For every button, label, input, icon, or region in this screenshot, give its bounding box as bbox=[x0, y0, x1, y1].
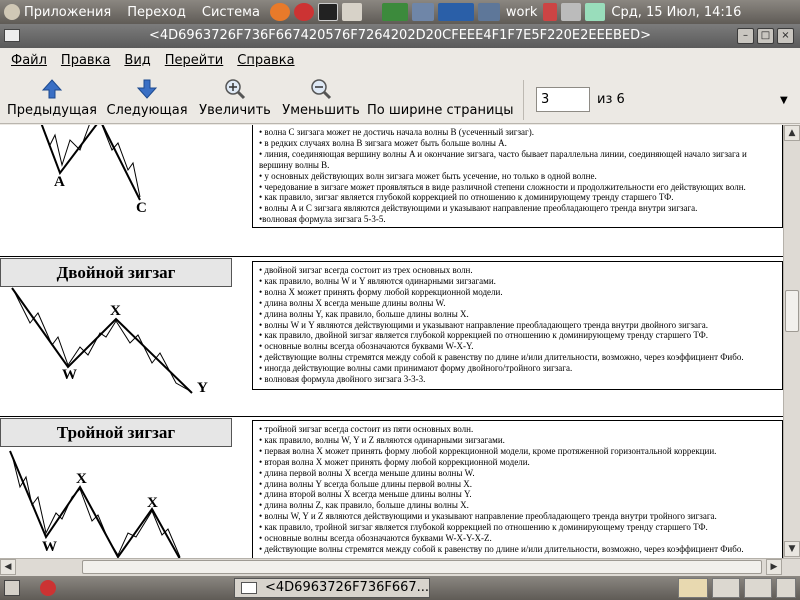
workspace-preview-icon[interactable] bbox=[678, 578, 708, 598]
list-item: • длина первой волны X всегда меньше длины волны W. bbox=[259, 467, 475, 478]
horizontal-scrollbar[interactable] bbox=[0, 558, 800, 576]
menu-go[interactable]: Перейти bbox=[164, 52, 224, 68]
zigzag-diagram bbox=[0, 125, 250, 255]
list-item: вершину волны B. bbox=[259, 159, 330, 170]
double-zigzag-diagram bbox=[0, 285, 250, 400]
menu-bar bbox=[0, 48, 800, 72]
menu-view[interactable]: Вид bbox=[124, 52, 151, 68]
wave-label-a: A bbox=[54, 174, 65, 190]
vertical-scrollbar[interactable] bbox=[783, 125, 800, 558]
cpu-graph-icon bbox=[438, 3, 474, 21]
list-item: • волна X может принять форму любой коррекционной модели. bbox=[259, 286, 503, 297]
section-divider bbox=[0, 256, 783, 257]
list-item: • двойной зигзаг всегда состоит из трех основных волн. bbox=[259, 265, 473, 275]
triple-zigzag-rules bbox=[252, 420, 783, 558]
zoom-in-icon bbox=[224, 78, 246, 100]
workspace-name[interactable]: work bbox=[505, 4, 538, 20]
double-zigzag-heading: Двойной зигзаг bbox=[0, 258, 232, 287]
arrow-down-icon bbox=[136, 78, 158, 100]
previous-page-button[interactable] bbox=[6, 78, 98, 118]
toolbar bbox=[0, 72, 800, 124]
list-item: • основные волны всегда обозначаются буквами W-X-Y. bbox=[259, 341, 474, 352]
workspace-2-icon[interactable] bbox=[712, 578, 740, 598]
list-item: • длина второй волны X всегда меньше длины волны Y. bbox=[259, 489, 472, 500]
minimize-icon[interactable]: – bbox=[737, 28, 754, 44]
places-menu[interactable]: Переход bbox=[127, 4, 186, 20]
list-item: • волны W и Y являются действующими и указывают направление преобладающего тренда внутри двойного зигзага. bbox=[259, 319, 708, 330]
list-item: • иногда действующие волны сами принимают форму двойного/тройного зигзага. bbox=[259, 363, 573, 374]
scroll-down-icon[interactable]: ▼ bbox=[784, 541, 800, 557]
trash-icon[interactable] bbox=[776, 578, 796, 598]
opera-icon[interactable] bbox=[294, 3, 314, 21]
list-item: • как правило, двойной зигзаг является глубокой коррекцией по отношению к доминирующему тренду старшего ТФ. bbox=[259, 330, 709, 341]
list-item: • действующие волны стремятся между собой к равенству по длине и/или длительности, возможно, через коэффициент Фибо. bbox=[259, 352, 744, 363]
list-item: •волновая формула зигзага 5-3-5. bbox=[259, 214, 386, 225]
list-item: • в редких случаях волна B зигзага может быть больше волны A. bbox=[259, 137, 507, 148]
scroll-right-icon[interactable]: ▶ bbox=[766, 559, 782, 575]
previous-page-label: Предыдущая bbox=[7, 103, 97, 118]
wave-label-x: X bbox=[110, 303, 121, 319]
double-zigzag-rules bbox=[252, 261, 783, 390]
next-page-button[interactable] bbox=[106, 78, 188, 118]
window-title: <4D6963726F736F667420576F7264202D20CFEEE4F1F7E5F220E2EEEBED> bbox=[148, 28, 652, 43]
system-monitor-icon[interactable] bbox=[382, 3, 408, 21]
triple-zigzag-heading: Тройной зигзаг bbox=[0, 418, 232, 447]
list-item: • чередование в зигзаге может проявляться в виде различной степени сложности и продолжительности его действующих волн. bbox=[259, 181, 746, 192]
workspace-switcher-icon[interactable] bbox=[478, 3, 500, 21]
vertical-scroll-thumb[interactable] bbox=[785, 290, 799, 332]
list-item: • длина волны X всегда меньше длины волны W. bbox=[259, 297, 446, 308]
list-item: • волна C зигзага может не достичь начала волны B (усеченный зигзаг). bbox=[259, 127, 534, 137]
volume-icon[interactable] bbox=[561, 3, 581, 21]
list-item: • тройной зигзаг всегда состоит из пяти основных волн. bbox=[259, 424, 474, 434]
text-editor-icon[interactable] bbox=[342, 3, 362, 21]
menu-file[interactable]: Файл bbox=[11, 52, 47, 68]
zoom-out-label: Уменьшить bbox=[282, 103, 360, 118]
list-item: • как правило, волны W и Y являются одинарными зигзагами. bbox=[259, 275, 496, 286]
network-icon[interactable] bbox=[412, 3, 434, 21]
list-item: • длина волны Z, как правило, больше длины волны X. bbox=[259, 500, 469, 511]
applications-menu[interactable]: Приложения bbox=[24, 4, 112, 20]
toolbar-separator bbox=[523, 80, 524, 120]
opera-launcher-icon[interactable] bbox=[40, 580, 56, 596]
list-item: • первая волна X может принять форму любой коррекционной модели, кроме протяженной горизонтальной коррекции. bbox=[259, 445, 717, 456]
triple-zigzag-diagram bbox=[0, 447, 250, 558]
top-panel bbox=[0, 0, 800, 24]
wave-label-c: C bbox=[136, 200, 147, 216]
scroll-left-icon[interactable]: ◀ bbox=[0, 559, 16, 575]
list-item: • длина волны Y всегда больше длины первой волны X. bbox=[259, 478, 473, 489]
zoom-in-label: Увеличить bbox=[199, 103, 271, 118]
list-item: • волны W, Y и Z являются действующими и указывают направление преобладающего тренда внутри тройного зигзага. bbox=[259, 511, 717, 522]
clock[interactable]: Срд, 15 Июл, 14:16 bbox=[611, 4, 742, 20]
toolbar-overflow-icon[interactable]: ▼ bbox=[780, 95, 788, 106]
zoom-out-icon bbox=[310, 78, 332, 100]
fit-width-label: По ширине страницы bbox=[367, 103, 514, 118]
scroll-up-icon[interactable]: ▲ bbox=[784, 125, 800, 141]
show-desktop-icon[interactable] bbox=[4, 580, 20, 596]
list-item: • у основных действующих волн зигзага может быть усечение, но только в одной волне. bbox=[259, 170, 597, 181]
list-item: • основные волны всегда обозначаются буквами W-X-Y-X-Z. bbox=[259, 533, 492, 544]
wave-label-y: Y bbox=[197, 380, 208, 396]
zoom-in-button[interactable] bbox=[197, 78, 273, 118]
list-item: • линия, соединяющая вершину волны A и окончание зигзага, часто бывает параллельна линии, соединяющей начало зигзага и bbox=[259, 148, 747, 159]
maximize-icon[interactable]: □ bbox=[757, 28, 774, 44]
bottom-panel bbox=[0, 576, 800, 600]
list-item: • волновая формула двойного зигзага 3-3-3. bbox=[259, 374, 426, 385]
taskbar-window-label: <4D6963726F736F667... bbox=[265, 580, 430, 595]
page-count-label: из 6 bbox=[597, 92, 625, 107]
firefox-icon[interactable] bbox=[270, 3, 290, 21]
gnome-foot-icon[interactable] bbox=[4, 4, 20, 20]
terminal-icon[interactable] bbox=[318, 3, 338, 21]
list-item: • как правило, тройной зигзаг является глубокой коррекцией по отношению к доминирующему тренду старшего ТФ. bbox=[259, 522, 708, 533]
wave-label-x1: X bbox=[76, 471, 87, 487]
taskbar-window-button[interactable] bbox=[234, 578, 430, 598]
list-item: • длина волны Y, как правило, больше длины волны X. bbox=[259, 308, 469, 319]
wave-label-w: W bbox=[62, 367, 77, 383]
zoom-out-button[interactable] bbox=[282, 78, 360, 118]
notification-icon[interactable] bbox=[543, 3, 557, 21]
section-divider bbox=[0, 416, 783, 417]
window-title-bar[interactable] bbox=[0, 24, 800, 48]
fit-width-button[interactable] bbox=[367, 78, 513, 118]
workspace-3-icon[interactable] bbox=[744, 578, 772, 598]
list-item: • действующие волны стремятся между собой к равенству по длине и/или длительности, возможно, через коэффициент Фибо. bbox=[259, 543, 744, 554]
horizontal-scroll-thumb[interactable] bbox=[82, 560, 762, 574]
close-icon[interactable]: × bbox=[777, 28, 794, 44]
system-menu[interactable]: Система bbox=[201, 4, 260, 20]
wave-label-w: W bbox=[42, 539, 57, 555]
document-viewport[interactable] bbox=[0, 125, 783, 558]
wave-label-x2: X bbox=[147, 495, 158, 511]
zigzag-rules bbox=[252, 125, 783, 228]
list-item: • волны A и C зигзага являются действующими и указывают направление преобладающего тренда внутри зигзага. bbox=[259, 203, 698, 214]
menu-help[interactable]: Справка bbox=[237, 52, 295, 68]
page-number-input[interactable] bbox=[536, 87, 590, 112]
list-item: • вторая волна X может принять форму любой коррекционной модели. bbox=[259, 456, 530, 467]
arrow-up-icon bbox=[41, 78, 63, 100]
document-icon bbox=[241, 582, 257, 594]
list-item: • как правило, волны W, Y и Z являются одинарными зигзагами. bbox=[259, 434, 505, 445]
next-page-label: Следующая bbox=[106, 103, 188, 118]
network-status-icon[interactable] bbox=[585, 3, 605, 21]
menu-edit[interactable]: Правка bbox=[60, 52, 111, 68]
list-item: • как правило, зигзаг является глубокой коррекцией по отношению к доминирующему тренду старшего ТФ. bbox=[259, 192, 674, 203]
